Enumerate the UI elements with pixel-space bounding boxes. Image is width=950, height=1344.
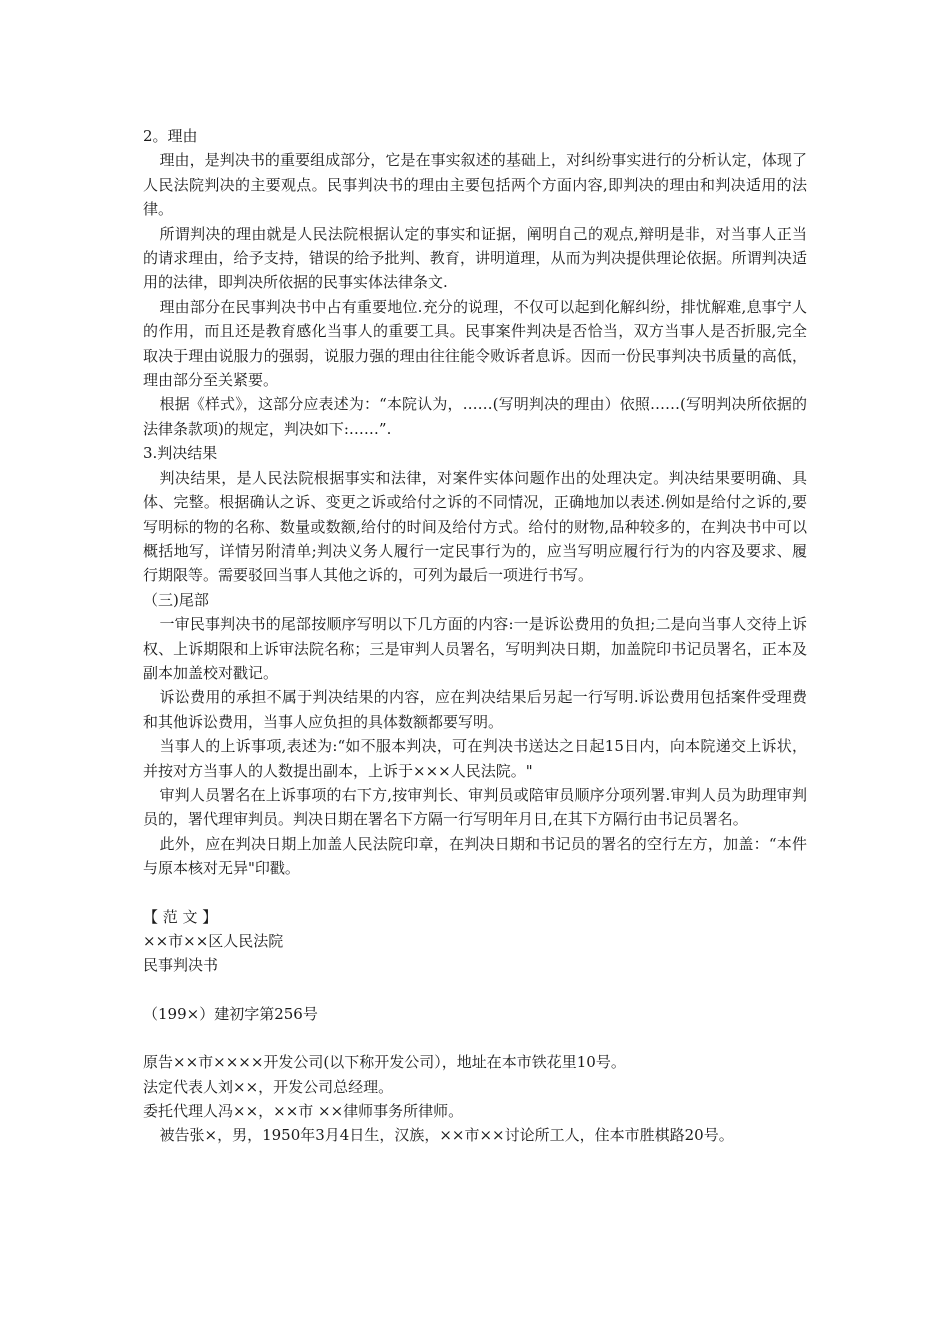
blank-line bbox=[143, 1026, 807, 1050]
sample-plaintiff: 原告××市××××开发公司(以下称开发公司），地址在本市铁花里10号。 bbox=[143, 1053, 626, 1072]
blank-line bbox=[143, 978, 807, 1002]
ending-paragraph-3: 当事人的上诉事项,表述为:“如不服本判决，可在判决书送达之日起15日内，向本院递交上诉状，并按对方当事人的人数提出副本，上诉于×××人民法院。" bbox=[143, 737, 807, 780]
reason-paragraph-4: 根据《样式》，这部分应表述为：“本院认为，……(写明判决的理由）依照……(写明判决所依据的法律条款项)的规定，判决如下:……”. bbox=[143, 395, 807, 438]
sample-defendant: 被告张×，男，1950年3月4日生，汉族，××市××讨论所工人，住本市胜棋路20号。 bbox=[159, 1126, 734, 1145]
sample-agent: 委托代理人冯××，××市 ××律师事务所律师。 bbox=[143, 1102, 464, 1121]
sample-court-name: ××市××区人民法院 bbox=[143, 932, 284, 950]
result-paragraph-1: 判决结果，是人民法院根据事实和法律，对案件实体问题作出的处理决定。判决结果要明确、具体、完整。根据确认之诉、变更之诉或给付之诉的不同情况，正确地加以表述.例如是给付之诉的,要写明标的物的名称、数量或数额,给付的时间及给付方式。给付的财物,品种较多的，在判决书中可以概括地写，详情另附清单;判决义务人履行一定民事行为的，应当写明应履行行为的内容及要求、履行期限等。需要驳回当事人其他之诉的，可列为最后一项进行书写。 bbox=[143, 468, 807, 585]
sample-case-number: （199×）建初字第256号 bbox=[143, 1004, 318, 1023]
ending-paragraph-4: 审判人员署名在上诉事项的右下方,按审判长、审判员或陪审员顺序分项列署.审判人员为助理审判员的，署代理审判员。判决日期在署名下方隔一行写明年月日,在其下方隔行由书记员署名。 bbox=[143, 785, 807, 829]
reason-paragraph-2: 所谓判决的理由就是人民法院根据认定的事实和证据，阐明自己的观点,辩明是非，对当事人正当的请求理由，给予支持，错误的给予批判、教育，讲明道理，从而为判决提供理论依据。所谓判决适用的法律，即判决所依据的民事实体法律条文. bbox=[143, 224, 807, 292]
ending-paragraph-5: 此外，应在判决日期上加盖人民法院印章，在判决日期和书记员的署名的空行左方，加盖：“本件与原本核对无异"印戳。 bbox=[143, 834, 807, 878]
reason-heading: 2。理由 bbox=[143, 127, 198, 145]
ending-paragraph-1: 一审民事判决书的尾部按顺序写明以下几方面的内容:一是诉讼费用的负担;二是向当事人交待上诉权、上诉期限和上诉审法院名称；三是审判人员署名，写明判决日期，加盖院印书记员署名，正本及副本加盖校对戳记。 bbox=[143, 615, 807, 682]
sample-legal-representative: 法定代表人刘××，开发公司总经理。 bbox=[143, 1077, 394, 1096]
document-body bbox=[143, 124, 807, 1148]
ending-paragraph-2: 诉讼费用的承担不属于判决结果的内容，应在判决结果后另起一行写明.诉讼费用包括案件受理费和其他诉讼费用，当事人应负担的具体数额都要写明。 bbox=[143, 688, 807, 731]
ending-heading: （三)尾部 bbox=[143, 590, 209, 609]
sample-document-type: 民事判决书 bbox=[143, 956, 219, 975]
result-heading: 3.判决结果 bbox=[143, 444, 218, 463]
reason-paragraph-3: 理由部分在民事判决书中占有重要地位.充分的说理，不仅可以起到化解纠纷，排忧解难,息事宁人的作用，而且还是教育感化当事人的重要工具。民事案件判决是否恰当，双方当事人是否折服,完全取决于理由说服力的强弱，说服力强的理由往往能令败诉者息诉。因而一份民事判决书质量的高低，理由部分至关紧要。 bbox=[143, 297, 807, 390]
reason-paragraph-1: 理由，是判决书的重要组成部分，它是在事实叙述的基础上，对纠纷事实进行的分析认定，体现了人民法院判决的主要观点。民事判决书的理由主要包括两个方面内容,即判决的理由和判决适用的法律。 bbox=[143, 151, 807, 219]
blank-line bbox=[143, 881, 807, 905]
sample-label: 【 范 文 】 bbox=[143, 907, 218, 926]
